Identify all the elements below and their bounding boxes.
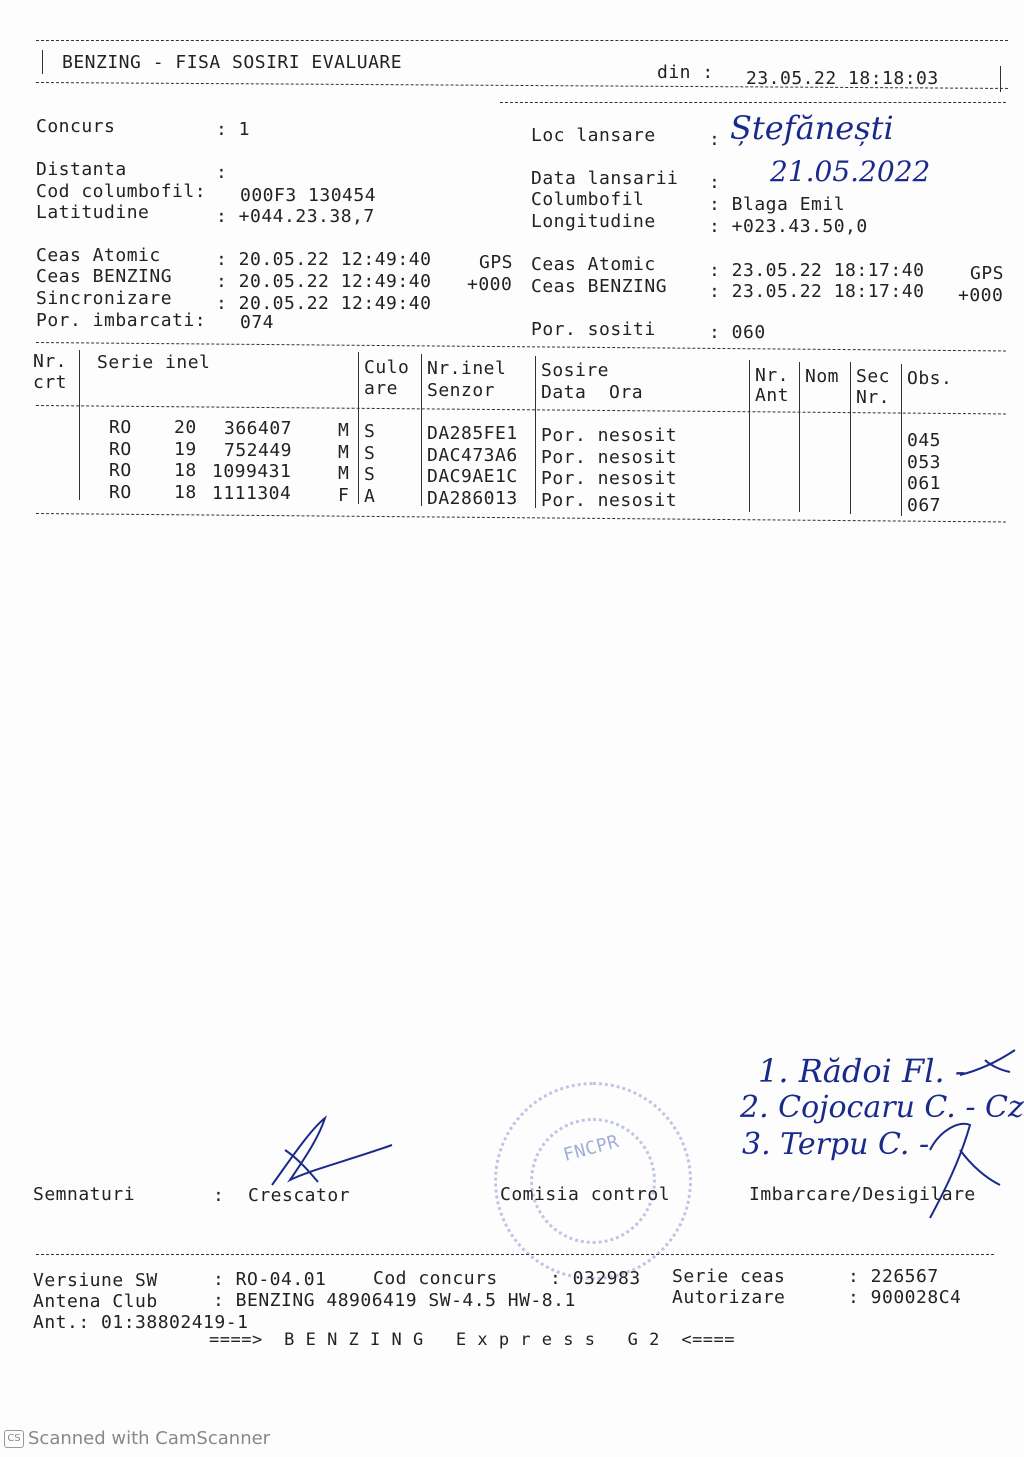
cell-color: S — [364, 421, 376, 442]
header-nom: Nom — [805, 366, 840, 387]
document-title: BENZING - FISA SOSIRI EVALUARE — [62, 52, 403, 73]
cod-concurs-label: Cod concurs — [373, 1268, 498, 1289]
versiune-label: Versiune SW — [33, 1270, 158, 1291]
autorizare-label: Autorizare — [672, 1287, 786, 1308]
header-nr-ant-2: Ant — [755, 385, 790, 406]
header-culo: Culo — [364, 357, 410, 378]
ceas-benzing-start-label: Ceas BENZING — [36, 266, 173, 287]
ceas-atomic-start-value: : 20.05.22 12:49:40 — [216, 249, 432, 270]
cell-color: A — [364, 486, 376, 507]
table-top-rule — [36, 342, 1006, 351]
cell-status: Por. nesosit — [541, 447, 678, 468]
cell-country: RO — [109, 460, 132, 481]
cell-obs: 067 — [907, 495, 942, 516]
header-nr-ant-1: Nr. — [755, 365, 790, 386]
committee-signature-mark-1 — [960, 1050, 1015, 1075]
cell-sensor: DAC473A6 — [427, 445, 518, 466]
col-sep-6 — [799, 362, 800, 512]
cell-country: RO — [109, 439, 132, 460]
loc-lansare-colon: : — [709, 129, 721, 150]
cell-year: 18 — [174, 482, 197, 503]
cell-ring: 366407 — [224, 418, 293, 439]
crescator-label: Crescator — [248, 1185, 351, 1206]
ceas-benzing-start-extra: +000 — [467, 274, 513, 295]
semnaturi-label: Semnaturi — [33, 1184, 136, 1205]
cell-status: Por. nesosit — [541, 425, 678, 446]
ceas-benzing-end-value: : 23.05.22 18:17:40 — [709, 281, 925, 302]
serie-ceas-value: : 226567 — [848, 1266, 939, 1287]
cell-sensor: DA285FE1 — [427, 423, 518, 444]
por-imbarcati-value: 074 — [240, 312, 275, 333]
crescator-signature-mark — [272, 1118, 392, 1185]
distanta-value: : — [216, 162, 228, 183]
cell-sex: M — [338, 442, 350, 463]
antenna-id: Ant.: 01:38802419-1 — [33, 1312, 249, 1333]
header-senzor: Senzor — [427, 380, 496, 401]
versiune-value: : RO-04.01 — [213, 1269, 327, 1290]
camscanner-logo-icon: CS — [4, 1430, 24, 1448]
header-data-ora: Data Ora — [541, 382, 644, 403]
committee-name-3: 3. Terpu C. - — [742, 1127, 930, 1162]
col-sep-2 — [358, 352, 359, 504]
ceas-atomic-end-value: : 23.05.22 18:17:40 — [709, 260, 925, 281]
header-din-label: din : — [657, 62, 714, 83]
por-imbarcati-label: Por. imbarcati: — [36, 310, 207, 331]
ceas-benzing-start-value: : 20.05.22 12:49:40 — [216, 271, 432, 292]
loc-lansare-handwritten: Ștefănești — [730, 109, 894, 147]
distanta-label: Distanta — [36, 159, 127, 180]
cell-sex: M — [338, 463, 350, 484]
cell-status: Por. nesosit — [541, 490, 678, 511]
ceas-benzing-end-extra: +000 — [958, 285, 1004, 306]
cell-status: Por. nesosit — [541, 468, 678, 489]
antena-label: Antena Club — [33, 1291, 158, 1312]
data-lansarii-handwritten: 21.05.2022 — [770, 155, 931, 188]
ceas-atomic-start-extra: GPS — [479, 252, 514, 273]
header-sosire: Sosire — [541, 360, 610, 381]
header-top-rule — [36, 40, 1008, 41]
benzing-brand-line: ====> B E N Z I N G E x p r e s s G 2 <==== — [209, 1330, 736, 1350]
header-datetime: 23.05.22 18:18:03 — [746, 68, 939, 89]
header-nr-inel: Nr.inel — [427, 358, 507, 379]
longitudine-label: Longitudine — [531, 211, 656, 232]
semnaturi-colon: : — [213, 1185, 225, 1206]
header-bottom-rule — [500, 102, 1006, 103]
cell-obs: 061 — [907, 473, 942, 494]
table-bottom-rule — [36, 513, 1006, 522]
longitudine-value: : +023.43.50,0 — [709, 216, 868, 237]
cell-year: 20 — [174, 417, 197, 438]
cell-obs: 053 — [907, 452, 942, 473]
col-sep-4 — [535, 356, 536, 508]
cell-ring: 752449 — [224, 440, 293, 461]
col-sep-1 — [79, 350, 80, 500]
comisia-control-label: Comisia control — [500, 1184, 671, 1205]
cell-sex: F — [338, 485, 350, 506]
cell-country: RO — [109, 417, 132, 438]
col-sep-8 — [901, 364, 902, 516]
header-left-bar — [42, 50, 43, 74]
header-sec-nr-2: Nr. — [856, 387, 891, 408]
columbofil-value: : Blaga Emil — [709, 194, 846, 215]
cell-sensor: DAC9AE1C — [427, 466, 518, 487]
autorizare-value: : 900028C4 — [848, 1287, 962, 1308]
cod-columbofil-value: 000F3 130454 — [240, 185, 377, 206]
col-sep-5 — [749, 360, 750, 512]
col-sep-7 — [850, 362, 851, 514]
loc-lansare-label: Loc lansare — [531, 125, 656, 146]
footer-rule — [36, 1254, 994, 1255]
header-sec-nr-1: Sec — [856, 366, 891, 387]
header-nr: Nr. — [33, 351, 68, 372]
header-serie-inel: Serie inel — [97, 352, 211, 373]
cell-country: RO — [109, 482, 132, 503]
cell-year: 19 — [174, 439, 197, 460]
data-lansarii-label: Data lansarii — [531, 168, 679, 189]
serie-ceas-label: Serie ceas — [672, 1266, 786, 1287]
columbofil-label: Columbofil — [531, 189, 645, 210]
cell-color: S — [364, 443, 376, 464]
imbarcare-label: Imbarcare/Desigilare — [749, 1184, 976, 1205]
ceas-atomic-end-extra: GPS — [970, 263, 1005, 284]
cell-sex: M — [338, 420, 350, 441]
cell-ring: 1111304 — [212, 483, 292, 504]
header-obs: Obs. — [907, 368, 953, 389]
cod-columbofil-label: Cod columbofil: — [36, 181, 207, 202]
cell-ring: 1099431 — [212, 461, 292, 482]
cell-color: S — [364, 464, 376, 485]
stamp-text: FNCPR — [561, 1131, 622, 1166]
data-lansarii-colon: : — [709, 172, 721, 193]
ceas-atomic-end-label: Ceas Atomic — [531, 254, 656, 275]
latitudine-label: Latitudine — [36, 202, 150, 223]
concurs-value: : 1 — [216, 119, 251, 140]
committee-name-1: 1. Rădoi Fl. - — [758, 1052, 966, 1090]
cod-concurs-value: : 032983 — [550, 1268, 641, 1289]
sincronizare-label: Sincronizare — [36, 288, 173, 309]
committee-name-2: 2. Cojocaru C. - Cz — [740, 1090, 1024, 1125]
ceas-atomic-start-label: Ceas Atomic — [36, 245, 161, 266]
sincronizare-value: : 20.05.22 12:49:40 — [216, 293, 432, 314]
latitudine-value: : +044.23.38,7 — [216, 206, 375, 227]
cell-sensor: DA286013 — [427, 488, 518, 509]
header-crt: crt — [33, 372, 68, 393]
cell-year: 18 — [174, 460, 197, 481]
antena-value: : BENZING 48906419 SW-4.5 HW-8.1 — [213, 1290, 576, 1311]
concurs-label: Concurs — [36, 116, 116, 137]
por-sositi-value: : 060 — [709, 322, 766, 343]
por-sositi-label: Por. sositi — [531, 319, 656, 340]
ceas-benzing-end-label: Ceas BENZING — [531, 276, 668, 297]
col-sep-3 — [421, 354, 422, 506]
camscanner-watermark: Scanned with CamScanner — [28, 1428, 271, 1449]
header-are: are — [364, 378, 399, 399]
cell-obs: 045 — [907, 430, 942, 451]
